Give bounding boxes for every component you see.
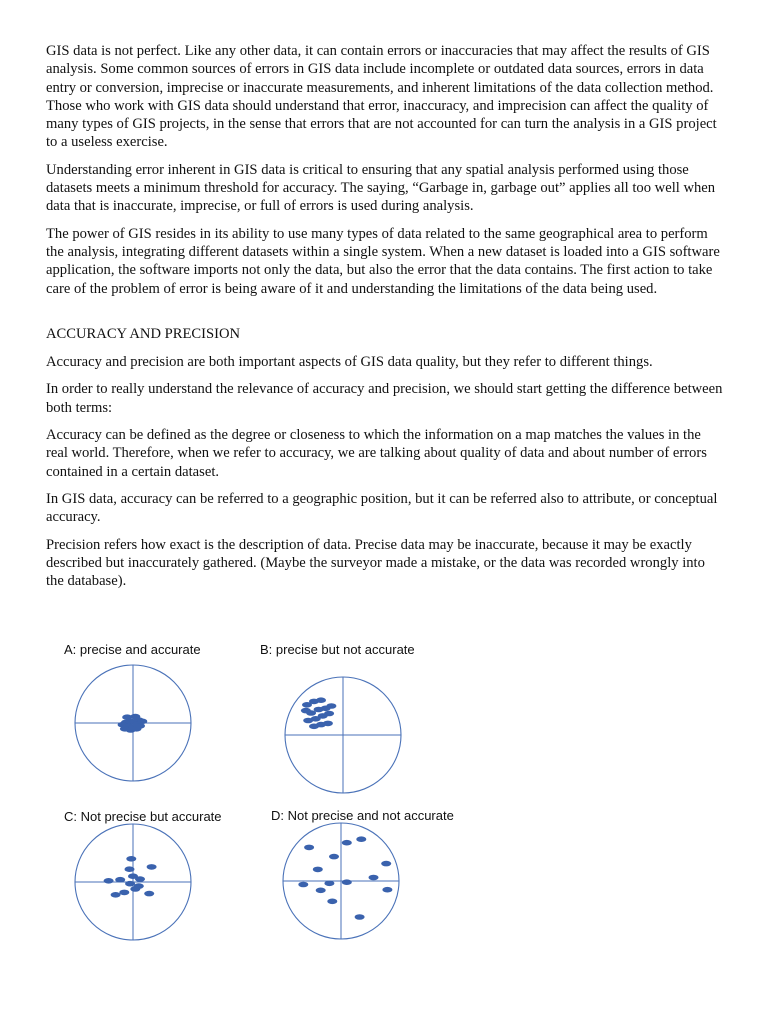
target-panel-c (75, 824, 191, 940)
data-point-d-4 (329, 854, 339, 860)
panel-b-label: B: precise but not accurate (260, 642, 415, 657)
data-point-d-7 (369, 875, 379, 881)
panel-d-label: D: Not precise and not accurate (271, 808, 454, 823)
data-point-d-8 (324, 881, 334, 887)
data-point-d-13 (327, 899, 337, 905)
panel-c-label: C: Not precise but accurate (64, 809, 222, 824)
document-body (46, 42, 724, 599)
data-point-b-3 (316, 697, 326, 703)
section-heading: ACCURACY AND PRECISION (46, 325, 241, 342)
data-point-b-15 (301, 708, 311, 714)
target-panel-d (283, 823, 399, 939)
data-point-c-10 (144, 891, 154, 897)
data-point-c-4 (104, 878, 114, 884)
data-point-d-12 (298, 882, 308, 888)
section-paragraph-2: In order to really understand the relevance of accuracy and precision, we should start getting the difference between both terms: (46, 381, 723, 416)
data-point-c-13 (128, 873, 138, 879)
data-point-a-13 (130, 714, 140, 720)
data-point-d-11 (382, 887, 392, 893)
data-point-a-15 (118, 722, 128, 728)
section-paragraph-5: Precision refers how exact is the description of data. Precise data may be inaccurate, because it may be exactly described but inaccurately gathered. (Maybe the surveyor made a mistake, or the data was recorded wrongly into the database). (46, 536, 705, 590)
target-panel-b (285, 677, 401, 793)
data-point-c-5 (115, 877, 125, 883)
data-point-c-11 (134, 883, 144, 889)
data-point-d-5 (381, 861, 391, 867)
data-point-d-6 (313, 867, 323, 873)
data-point-d-9 (342, 879, 352, 885)
intro-paragraph-1: GIS data is not perfect. Like any other data, it can contain errors or inaccuracies that may affect the results of GIS analysis. Some common sources of errors in GIS data include incomplete or outdated data sources, errors in data entry or conversion, imprecise or inaccurate measurements, and inherent limitations of the data collection method. Those who work with GIS data should understand that error, inaccuracy, and imprecision can affect the quality of many types of GIS projects, in the sense that errors that are not accounted for can turn the analysis in a GIS project to a useless exercise. (46, 43, 717, 151)
section-paragraph-4: In GIS data, accuracy can be referred to a geographic position, but it can be referred also to attribute, or conceptual accuracy. (46, 490, 718, 526)
intro-paragraph-2: Understanding error inherent in GIS data is critical to ensuring that any spatial analysis performed using those datasets meets a minimum threshold for accuracy. The saying, “Garbage in, garbage out” applies all too well when data that is inaccurate, imprecise, or full of errors is used during analysis. (46, 161, 716, 215)
data-point-d-10 (316, 888, 326, 894)
data-point-d-2 (342, 840, 352, 846)
precision-accuracy-figure (0, 635, 768, 955)
data-point-b-11 (324, 711, 334, 717)
data-point-b-7 (326, 703, 336, 709)
panel-a-label: A: precise and accurate (64, 642, 201, 657)
section-paragraph-1: Accuracy and precision are both important aspects of GIS data quality, but they refer to different things. (46, 354, 653, 371)
data-point-c-12 (111, 892, 121, 898)
data-point-d-14 (355, 914, 365, 920)
data-point-d-3 (304, 845, 314, 851)
target-panel-a (75, 665, 191, 781)
data-point-c-3 (147, 864, 157, 870)
target-diagrams (0, 635, 768, 955)
data-point-b-14 (323, 721, 333, 727)
data-point-c-9 (119, 890, 129, 896)
data-point-c-2 (125, 866, 135, 872)
data-point-a-14 (137, 719, 147, 725)
intro-paragraph-3: The power of GIS resides in its ability to use many types of data related to the same geographical area to perform the analysis, integrating different datasets within a single system. When a new dataset is loaded into a GIS software application, the software imports not only the data, but also the error that the data contains. The first action to take care of the problem of error is being aware of it and understanding the limitations of the data being used. (46, 225, 720, 297)
section-paragraph-3: Accuracy can be defined as the degree or closeness to which the information on a map matches the values in the real world. Therefore, when we refer to accuracy, we are talking about quality of data and about number of errors contained in a certain dataset. (46, 427, 707, 480)
data-point-c-1 (126, 856, 136, 862)
data-point-d-1 (356, 836, 366, 842)
data-point-c-6 (125, 881, 135, 887)
